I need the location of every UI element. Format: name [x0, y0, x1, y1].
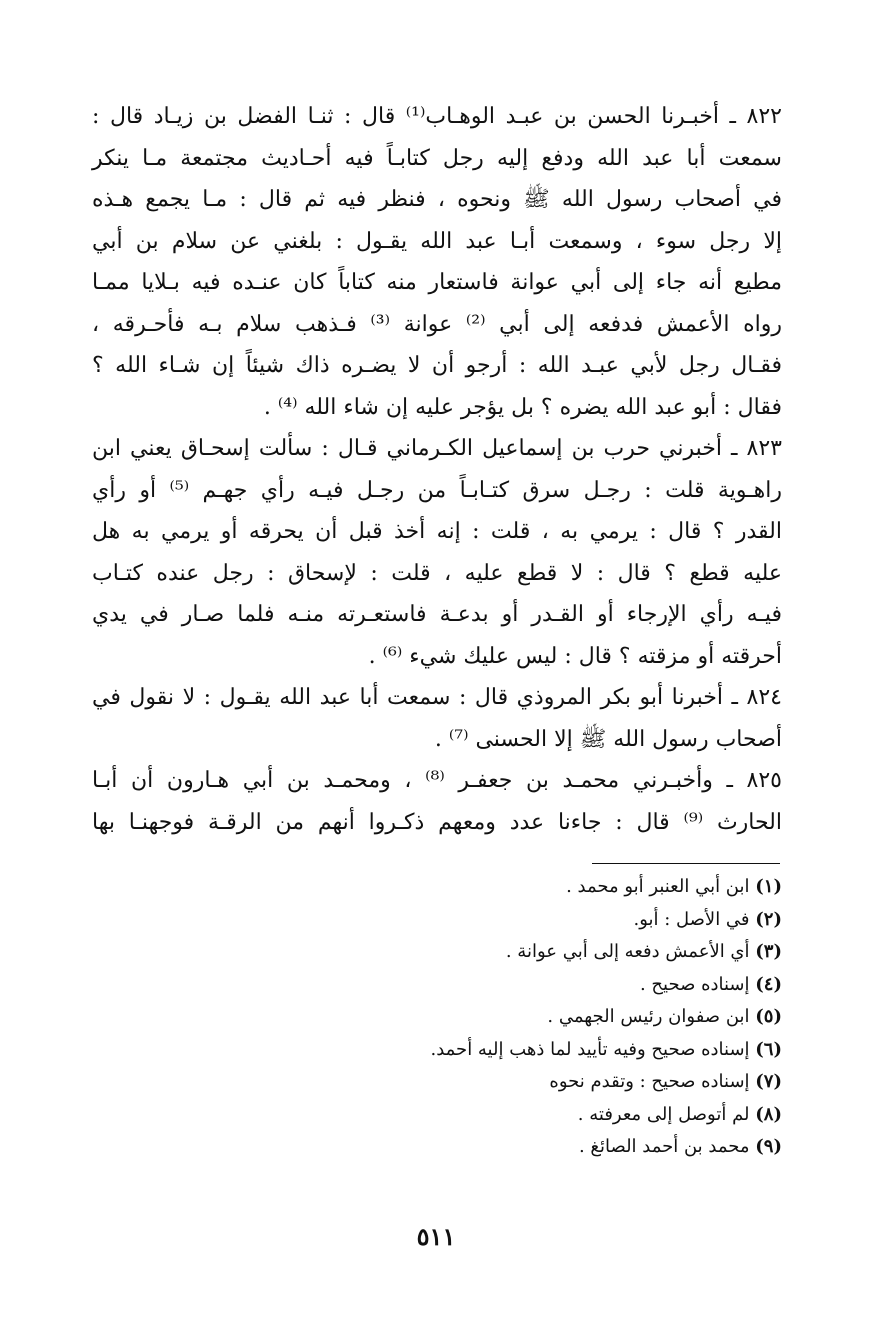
text-line: ٨٢٥ ـ وأخبـرني محمـد بن جعفـر ⁽⁸⁾ ، ومحمـد بن أبي هـارون أن أبـا — [92, 768, 782, 793]
text-line: القدر ؟ قال : يرمي به ، قلت : إنه أخذ قبل أن يحرقه أو يرمي به هل — [92, 519, 782, 544]
text-line: ٨٢٢ ـ أخبـرنا الحسن بن عبـد الوهـاب⁽¹⁾ قال : ثنـا الفضل بن زيـاد قال : — [92, 104, 782, 129]
text-line: أصحاب رسول الله ﷺ إلا الحسنى ⁽⁷⁾ . — [434, 726, 782, 752]
entry-822 — [92, 96, 782, 428]
text-line: أحرقته أو مزقته ؟ قال : ليس عليك شيء ⁽⁶⁾ . — [368, 643, 782, 669]
main-text — [92, 96, 782, 843]
text-line: عليه قطع ؟ قال : لا قطع عليه ، قلت : لإسحاق : رجل عنده كتـاب — [92, 560, 782, 586]
footnote-text: ابن أبي العنبر أبو محمد . — [566, 876, 750, 897]
page-number: ٥١١ — [416, 1222, 456, 1251]
footnote-text: أي الأعمش دفعه إلى أبي عوانة . — [505, 941, 750, 962]
footnote-text: لم أتوصل إلى معرفته . — [577, 1103, 750, 1125]
footnote-item — [92, 1131, 782, 1164]
text-line: فقـال رجل لأبي عبـد الله : أرجو أن لا يضـره ذاك شيئاً إن شـاء الله ؟ — [92, 353, 782, 378]
footnotes-list — [92, 871, 782, 1164]
footnote-number: (٩) — [755, 1136, 782, 1157]
text-line: إلا رجل سوء ، وسمعت أبـا عبد الله يقـول : بلغني عن سلام بن أبي — [92, 228, 782, 254]
text-line: سمعت أبا عبد الله ودفع إليه رجل كتابـاً فيه أحـاديث مجتمعة مـا ينكر — [92, 145, 782, 171]
text-line: الحارث ⁽⁹⁾ قال : جاءنا عدد ومعهم ذكـروا أنهم من الرقـة فوجهنـا بها — [92, 809, 783, 835]
footnote-item — [92, 1001, 782, 1034]
text-line: ٨٢٤ ـ أخبرنا أبو بكر المروذي قال : سمعت أبا عبد الله يقـول : لا نقول في — [92, 685, 782, 710]
text-line: فيـه رأي الإرجاء أو القـدر أو بدعـة فاستعـرته منـه فلما صـار في يدي — [92, 602, 782, 627]
footnote-number: (٤) — [755, 973, 782, 995]
footnote-number: (٨) — [755, 1103, 782, 1125]
footnote-number: (٧) — [755, 1071, 782, 1092]
text-line: رواه الأعمش فدفعه إلى أبي ⁽²⁾ عوانة ⁽³⁾ فـذهب سلام بـه فأحـرقه ، — [92, 311, 782, 337]
entry-825 — [92, 760, 782, 843]
footnote-number: (٢) — [755, 908, 782, 930]
text-line: في أصحاب رسول الله ﷺ ونحوه ، فنظر فيه ثم قال : مـا يجمع هـذه — [92, 187, 782, 212]
footnote-item — [92, 1034, 782, 1067]
footnote-number: (١) — [755, 876, 782, 897]
footnote-text: إسناده صحيح وفيه تأييد لما ذهب إليه أحمد. — [430, 1038, 750, 1060]
footnote-number: (٥) — [755, 1006, 782, 1027]
footnote-item — [92, 1099, 782, 1132]
entry-823 — [92, 428, 782, 677]
entry-824 — [92, 677, 782, 760]
footnote-item — [92, 1066, 782, 1099]
footnote-text: إسناده صحيح . — [639, 973, 750, 995]
footnote-item — [92, 936, 782, 969]
footnote-text: ابن صفوان رئيس الجهمي . — [547, 1006, 750, 1027]
footnote-number: (٦) — [755, 1038, 782, 1060]
footnote-text: محمد بن أحمد الصائغ . — [578, 1136, 750, 1157]
text-line: راهـوية قلت : رجـل سرق كتـابـاً من رجـل فيـه رأي جهـم ⁽⁵⁾ أو رأي — [92, 477, 782, 503]
footnote-number: (٣) — [755, 941, 782, 962]
footnote-divider — [592, 863, 780, 864]
footnote-item — [92, 969, 782, 1002]
footnote-text: إسناده صحيح : وتقدم نحوه — [549, 1071, 750, 1092]
footnote-text: في الأصل : أبو. — [633, 908, 750, 930]
text-line: مطيع أنه جاء إلى أبي عوانة فاستعار منه كتاباً كان عنـده فيه بـلايا ممـا — [92, 270, 782, 295]
text-line: فقال : أبو عبد الله يضره ؟ بل يؤجر عليه إن شاء الله ⁽⁴⁾ . — [263, 394, 782, 420]
text-line: ٨٢٣ ـ أخبرني حرب بن إسماعيل الكـرماني قـال : سألت إسحـاق يعني ابن — [92, 436, 782, 461]
footnote-item — [92, 904, 782, 937]
footnote-item — [92, 871, 782, 904]
